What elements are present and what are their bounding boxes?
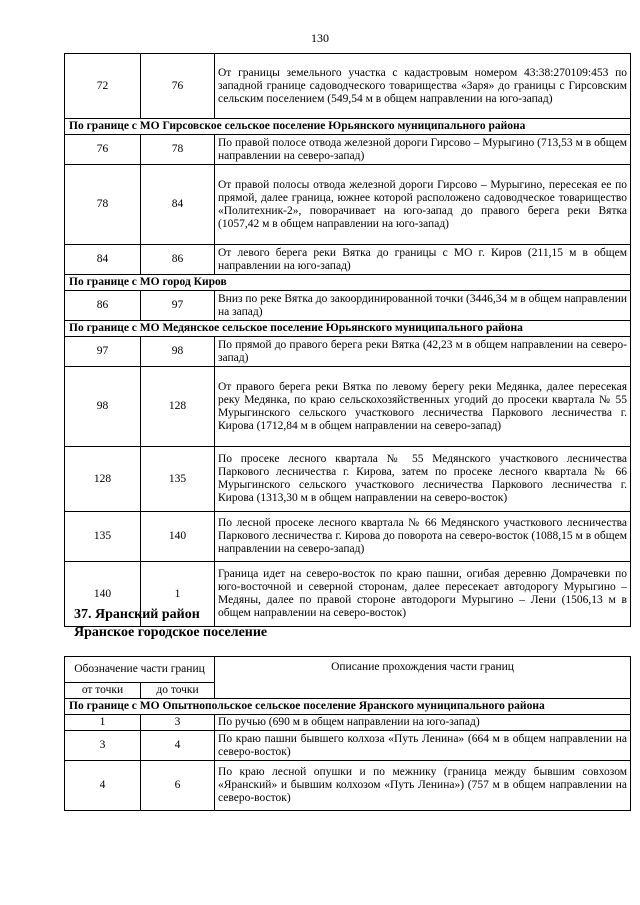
from-point-cell: 76: [65, 135, 141, 165]
table-row: [65, 447, 631, 512]
description-cell: От правой полосы отвода железной дороги Гирсово – Мурыгино, пересекая ее по прямой, далее граница, южнее которой расположено садоводческое товарищество «Политехник-2», поворачивает на юго-запад до правого берега реки Вятка (1057,42 м в общем направлении на юго-запад): [215, 165, 631, 245]
table-row: [65, 245, 631, 275]
table-row: [65, 512, 631, 562]
section-row: [65, 699, 631, 715]
to-point-cell: 140: [141, 512, 215, 562]
header-description: Описание прохождения части границ: [215, 657, 631, 699]
table-row: [65, 761, 631, 811]
description-cell: От левого берега реки Вятка до границы с МО г. Киров (211,15 м в общем направлении на юго-запад): [215, 245, 631, 275]
to-point-cell: 135: [141, 447, 215, 512]
section-heading-settlement: Яранское городское поселение: [74, 625, 268, 640]
from-point-cell: 98: [65, 367, 141, 447]
from-point-cell: 135: [65, 512, 141, 562]
table-row: [65, 54, 631, 119]
to-point-cell: 97: [141, 291, 215, 321]
to-point-cell: 86: [141, 245, 215, 275]
section-title: По границе с МО город Киров: [65, 275, 631, 291]
to-point-cell: 76: [141, 54, 215, 119]
to-point-cell: 3: [141, 715, 215, 731]
description-cell: Вниз по реке Вятка до закоординированной точки (3446,34 м в общем направлении на запад): [215, 291, 631, 321]
section-title: По границе с МО Медянское сельское поселение Юрьянского муниципального района: [65, 321, 631, 337]
to-point-cell: 4: [141, 731, 215, 761]
boundary-table-top: [64, 53, 631, 627]
description-cell: По лесной просеке лесного квартала № 66 Медянского участкового лесничества Паркового лесничества г. Кирова до поворота на северо-восток (1088,15 м в общем направлении на северо-запад): [215, 512, 631, 562]
from-point-cell: 78: [65, 165, 141, 245]
table-row: [65, 367, 631, 447]
from-point-cell: 1: [65, 715, 141, 731]
from-point-cell: 97: [65, 337, 141, 367]
table-row: [65, 337, 631, 367]
description-cell: От границы земельного участка с кадастровым номером 43:38:270109:453 по западной границе садоводческого товарищества «Заря» до границы с Гирсовским сельским поселением (549,54 м в общем направлении на юго-запад): [215, 54, 631, 119]
description-cell: По правой полосе отвода железной дороги Гирсово – Мурыгино (713,53 м в общем направлении на северо-запад): [215, 135, 631, 165]
page-number: 130: [311, 31, 329, 45]
description-cell: Граница идет на северо-восток по краю пашни, огибая деревню Домрачевки по юго-восточной и северной сторонам, далее пересекает автодорогу Мурыгино – Медяны, далее по правой стороне автодороги Мурыгино – Лени (1506,13 м в общем направлении на северо-восток): [215, 562, 631, 627]
to-point-cell: 128: [141, 367, 215, 447]
from-point-cell: 72: [65, 54, 141, 119]
table-row: [65, 165, 631, 245]
table-row: [65, 135, 631, 165]
header-part-designation: Обозначение части границ: [65, 657, 215, 683]
to-point-cell: 84: [141, 165, 215, 245]
header-from-point: от точки: [65, 683, 141, 699]
table-row: [65, 731, 631, 761]
section-heading-district: 37. Яранский район: [74, 607, 200, 622]
to-point-cell: 78: [141, 135, 215, 165]
to-point-cell: 6: [141, 761, 215, 811]
section-row: [65, 321, 631, 337]
from-point-cell: 128: [65, 447, 141, 512]
description-cell: По ручью (690 м в общем направлении на юго-запад): [215, 715, 631, 731]
table-row: [65, 291, 631, 321]
from-point-cell: 140: [65, 562, 141, 627]
to-point-cell: 98: [141, 337, 215, 367]
table-row: [65, 715, 631, 731]
description-cell: От правого берега реки Вятка по левому берегу реки Медянка, далее пересекая реку Медянка, по краю сельскохозяйственных угодий до просеки квартала № 55 Мурыгинского сельского участкового лесничества Паркового лесничества г. Кирова (1712,84 м в общем направлении на северо-запад): [215, 367, 631, 447]
from-point-cell: 4: [65, 761, 141, 811]
description-cell: По краю пашни бывшего колхоза «Путь Ленина» (664 м в общем направлении на северо-восток): [215, 731, 631, 761]
section-row: [65, 119, 631, 135]
from-point-cell: 86: [65, 291, 141, 321]
boundary-table-yaransk: [64, 656, 631, 811]
section-title: По границе с МО Опытнопольское сельское поселение Яранского муниципального района: [65, 699, 631, 715]
from-point-cell: 84: [65, 245, 141, 275]
section-title: По границе с МО Гирсовское сельское поселение Юрьянского муниципального района: [65, 119, 631, 135]
description-cell: По прямой до правого берега реки Вятка (42,23 м в общем направлении на северо-запад): [215, 337, 631, 367]
from-point-cell: 3: [65, 731, 141, 761]
description-cell: По краю лесной опушки и по межнику (граница между бывшим совхозом «Яранский» и бывшим колхозом «Путь Ленина») (757 м в общем направлении на северо-восток): [215, 761, 631, 811]
section-row: [65, 275, 631, 291]
header-to-point: до точки: [141, 683, 215, 699]
description-cell: По просеке лесного квартала № 55 Медянского участкового лесничества Паркового лесничества г. Кирова, затем по просеке лесного квартала № 66 Мурыгинского сельского участкового лесничества Паркового лесничества г. Кирова (1313,30 м в общем направлении на северо-восток): [215, 447, 631, 512]
to-point-cell: 1: [141, 562, 215, 627]
